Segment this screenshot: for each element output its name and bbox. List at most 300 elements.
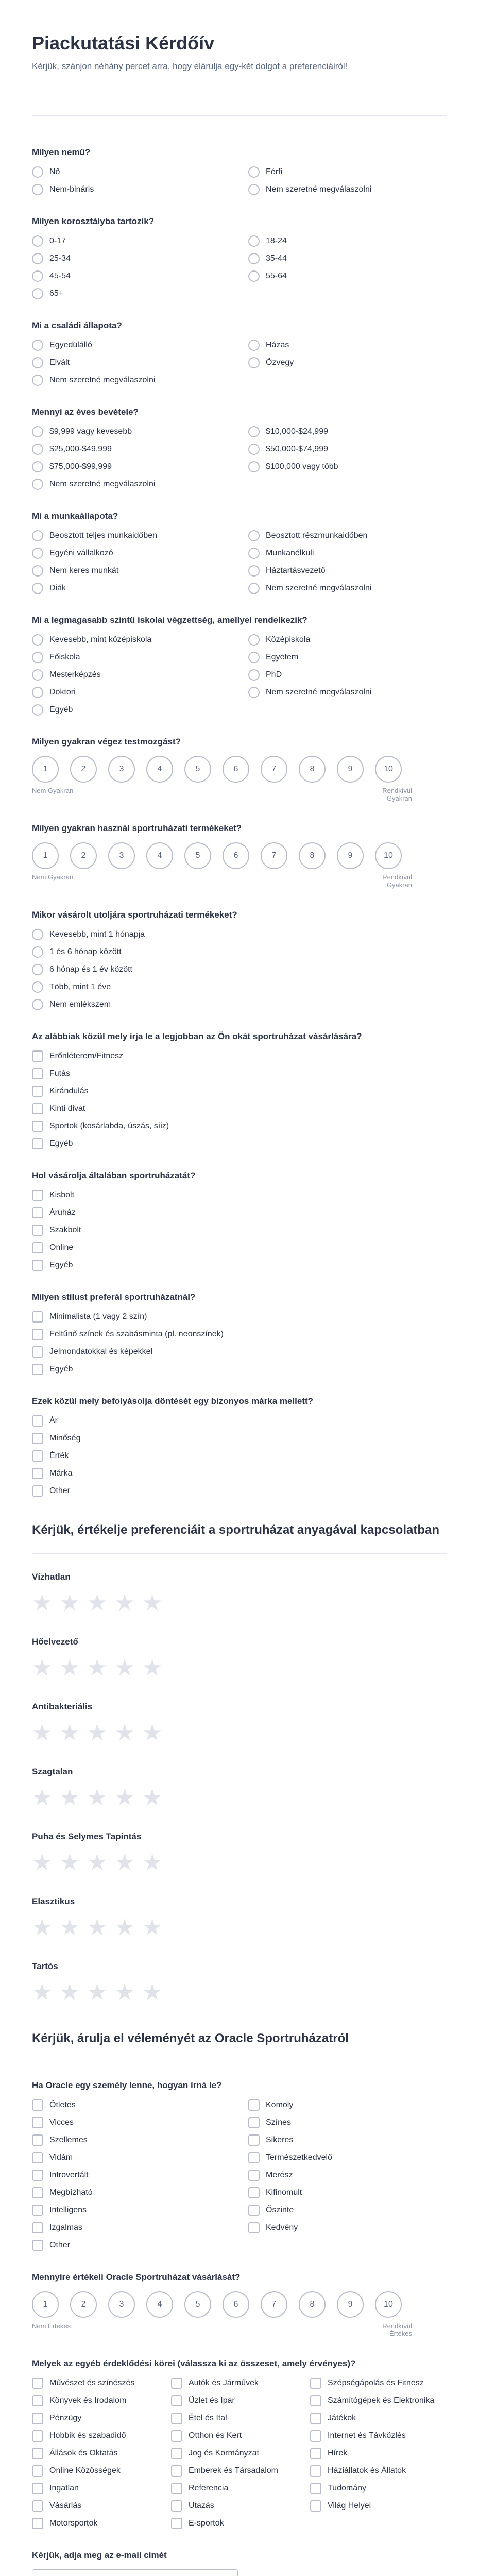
option-item[interactable] xyxy=(32,2222,238,2233)
option-item[interactable] xyxy=(32,704,238,716)
option-item[interactable] xyxy=(32,2395,161,2406)
star-icon[interactable]: ★ xyxy=(59,1590,80,1616)
radio-button[interactable] xyxy=(32,652,43,663)
star-icon[interactable]: ★ xyxy=(114,1915,135,1940)
radio-button[interactable] xyxy=(32,946,43,958)
checkbox[interactable] xyxy=(32,2117,43,2128)
radio-button[interactable] xyxy=(248,583,260,594)
checkbox[interactable] xyxy=(32,1121,43,1132)
star-icon[interactable]: ★ xyxy=(87,1655,108,1681)
option-item[interactable] xyxy=(248,565,454,577)
option-item[interactable] xyxy=(32,687,238,698)
option-item[interactable] xyxy=(248,2134,454,2146)
option-label: Háziállatok és Állatok xyxy=(328,2466,406,2475)
email-field[interactable] xyxy=(32,2569,238,2576)
option-item[interactable] xyxy=(32,357,238,368)
star-icon[interactable]: ★ xyxy=(59,1980,80,2005)
option-item[interactable] xyxy=(310,2430,439,2442)
star-icon[interactable]: ★ xyxy=(59,1785,80,1810)
option-label: Férfi xyxy=(266,167,282,176)
option-item[interactable] xyxy=(32,652,238,663)
option-label: Beosztott teljes munkaidőben xyxy=(49,531,158,540)
radio-button[interactable] xyxy=(248,530,260,541)
star-icon[interactable]: ★ xyxy=(87,1590,108,1616)
checkbox[interactable] xyxy=(32,2170,43,2181)
star-icon[interactable]: ★ xyxy=(87,1785,108,1810)
star-icon[interactable]: ★ xyxy=(142,1655,163,1681)
scale-option[interactable]: 7 xyxy=(261,756,287,783)
option-label: Futás xyxy=(49,1069,71,1078)
scale-option[interactable]: 8 xyxy=(299,842,326,869)
checkbox[interactable] xyxy=(32,1346,43,1358)
option-item[interactable] xyxy=(248,461,454,472)
checkbox[interactable] xyxy=(171,2430,182,2442)
option-item[interactable] xyxy=(248,426,454,437)
option-item[interactable] xyxy=(32,479,238,490)
star-icon[interactable]: ★ xyxy=(114,1785,135,1810)
option-item[interactable] xyxy=(248,235,454,247)
checkbox[interactable] xyxy=(171,2465,182,2477)
option-item[interactable] xyxy=(32,1242,392,1253)
option-item[interactable] xyxy=(310,2465,439,2477)
scale-option[interactable]: 10 xyxy=(375,2291,402,2318)
radio-button[interactable] xyxy=(248,687,260,698)
radio-button[interactable] xyxy=(32,929,43,940)
checkbox[interactable] xyxy=(32,1207,43,1218)
option-item[interactable] xyxy=(248,634,454,646)
radio-button[interactable] xyxy=(32,565,43,577)
option-item[interactable] xyxy=(32,270,238,282)
checkbox[interactable] xyxy=(32,2483,43,2494)
radio-button[interactable] xyxy=(32,444,43,455)
checkbox[interactable] xyxy=(32,1260,43,1271)
option-label: Jog és Kormányzat xyxy=(189,2449,259,2458)
checkbox[interactable] xyxy=(32,1364,43,1375)
checkbox[interactable] xyxy=(32,2500,43,2512)
radio-button[interactable] xyxy=(248,548,260,559)
option-item[interactable] xyxy=(32,461,238,472)
checkbox[interactable] xyxy=(32,2378,43,2389)
scale-option[interactable]: 3 xyxy=(108,842,135,869)
radio-button[interactable] xyxy=(32,357,43,368)
radio-button[interactable] xyxy=(248,426,260,437)
checkbox[interactable] xyxy=(171,2448,182,2459)
star-icon[interactable]: ★ xyxy=(87,1980,108,2005)
checkbox[interactable] xyxy=(32,1086,43,1097)
checkbox[interactable] xyxy=(248,2117,260,2128)
option-item[interactable] xyxy=(32,530,238,541)
radio-button[interactable] xyxy=(248,235,260,247)
option-item[interactable] xyxy=(32,583,238,594)
scale-option[interactable]: 4 xyxy=(146,842,173,869)
radio-button[interactable] xyxy=(32,999,43,1010)
option-item[interactable] xyxy=(248,253,454,264)
star-icon[interactable]: ★ xyxy=(142,1785,163,1810)
star-icon[interactable]: ★ xyxy=(142,1720,163,1745)
checkbox[interactable] xyxy=(171,2395,182,2406)
option-item[interactable] xyxy=(32,565,238,577)
star-icon[interactable]: ★ xyxy=(142,1980,163,2005)
option-item[interactable] xyxy=(171,2378,300,2389)
option-item[interactable] xyxy=(32,288,238,299)
scale-option[interactable]: 5 xyxy=(184,842,211,869)
option-item[interactable] xyxy=(32,2099,238,2111)
scale-option[interactable]: 5 xyxy=(184,756,211,783)
checkbox[interactable] xyxy=(32,1225,43,1236)
radio-button[interactable] xyxy=(248,166,260,178)
checkbox[interactable] xyxy=(310,2395,321,2406)
option-item[interactable] xyxy=(32,669,238,681)
checkbox[interactable] xyxy=(32,1103,43,1114)
radio-button[interactable] xyxy=(248,444,260,455)
radio-button[interactable] xyxy=(32,687,43,698)
option-item[interactable] xyxy=(248,652,454,663)
option-item[interactable] xyxy=(32,1450,392,1462)
star-icon[interactable]: ★ xyxy=(114,1720,135,1745)
option-item[interactable] xyxy=(32,426,238,437)
option-item[interactable] xyxy=(310,2413,439,2424)
checkbox[interactable] xyxy=(32,2187,43,2198)
option-item[interactable] xyxy=(32,1260,392,1271)
question-label: Hol vásárolja általában sportruházatát? xyxy=(32,1171,196,1180)
option-label: Otthon és Kert xyxy=(189,2431,242,2440)
checkbox[interactable] xyxy=(32,1468,43,1479)
star-icon[interactable]: ★ xyxy=(59,1720,80,1745)
option-item[interactable] xyxy=(32,2152,238,2163)
scale-option[interactable]: 9 xyxy=(337,756,364,783)
star-icon[interactable]: ★ xyxy=(32,1980,53,2005)
scale-option[interactable]: 7 xyxy=(261,2291,287,2318)
option-item[interactable] xyxy=(32,2187,238,2198)
option-item[interactable] xyxy=(32,634,238,646)
option-item[interactable] xyxy=(32,981,392,993)
option-item[interactable] xyxy=(248,357,454,368)
option-item[interactable] xyxy=(32,1068,392,1079)
radio-button[interactable] xyxy=(32,583,43,594)
option-item[interactable] xyxy=(32,1121,392,1132)
question-label: Mikor vásárolt utoljára sportruházati termékeket? xyxy=(32,910,237,920)
checkbox[interactable] xyxy=(32,2413,43,2424)
checkbox[interactable] xyxy=(32,2152,43,2163)
option-item[interactable] xyxy=(32,444,238,455)
star-rating xyxy=(32,1591,447,1616)
star-icon[interactable]: ★ xyxy=(32,1590,53,1616)
scale-option[interactable]: 8 xyxy=(299,756,326,783)
option-item[interactable] xyxy=(171,2395,300,2406)
option-label: $9,999 vagy kevesebb xyxy=(49,427,132,436)
option-item[interactable] xyxy=(248,583,454,594)
question-label: Milyen korosztályba tartozik? xyxy=(32,216,155,226)
star-icon[interactable]: ★ xyxy=(87,1850,108,1875)
checkbox[interactable] xyxy=(32,2205,43,2216)
radio-button[interactable] xyxy=(32,340,43,351)
checkbox[interactable] xyxy=(171,2483,182,2494)
checkbox[interactable] xyxy=(310,2483,321,2494)
star-icon[interactable]: ★ xyxy=(59,1850,80,1875)
checkbox[interactable] xyxy=(248,2170,260,2181)
star-icon[interactable]: ★ xyxy=(87,1915,108,1940)
radio-button[interactable] xyxy=(32,235,43,247)
scale-option[interactable]: 1 xyxy=(32,756,59,783)
option-label: Intelligens xyxy=(49,2206,87,2214)
checkbox[interactable] xyxy=(310,2430,321,2442)
scale-option[interactable]: 7 xyxy=(261,842,287,869)
checkbox[interactable] xyxy=(32,2240,43,2251)
option-item[interactable] xyxy=(32,2483,161,2494)
checkbox[interactable] xyxy=(171,2378,182,2389)
checkbox[interactable] xyxy=(32,1485,43,1497)
checkbox[interactable] xyxy=(248,2222,260,2233)
option-item[interactable] xyxy=(32,2378,161,2389)
option-item[interactable] xyxy=(32,1485,392,1497)
checkbox[interactable] xyxy=(171,2500,182,2512)
checkbox[interactable] xyxy=(310,2448,321,2459)
checkbox[interactable] xyxy=(248,2134,260,2146)
checkbox[interactable] xyxy=(32,2448,43,2459)
option-item[interactable] xyxy=(310,2483,439,2494)
checkbox[interactable] xyxy=(310,2500,321,2512)
radio-button[interactable] xyxy=(32,184,43,195)
option-item[interactable] xyxy=(32,2413,161,2424)
option-item[interactable] xyxy=(248,2117,454,2128)
scale-option[interactable]: 6 xyxy=(223,2291,249,2318)
checkbox[interactable] xyxy=(32,2099,43,2111)
radio-button[interactable] xyxy=(32,426,43,437)
radio-button[interactable] xyxy=(248,634,260,646)
radio-button[interactable] xyxy=(248,565,260,577)
option-item[interactable] xyxy=(32,1346,392,1358)
option-item[interactable] xyxy=(32,375,238,386)
scale-option[interactable]: 3 xyxy=(108,2291,135,2318)
radio-button[interactable] xyxy=(32,981,43,993)
star-icon[interactable]: ★ xyxy=(142,1915,163,1940)
star-icon[interactable]: ★ xyxy=(114,1980,135,2005)
option-item[interactable] xyxy=(32,2117,238,2128)
option-item[interactable] xyxy=(32,166,238,178)
option-item[interactable] xyxy=(248,2205,454,2216)
scale-option[interactable]: 8 xyxy=(299,2291,326,2318)
star-icon[interactable]: ★ xyxy=(32,1785,53,1810)
option-item[interactable] xyxy=(32,2430,161,2442)
scale-option[interactable]: 9 xyxy=(337,842,364,869)
checkbox[interactable] xyxy=(32,2222,43,2233)
scale-option[interactable]: 4 xyxy=(146,2291,173,2318)
checkbox[interactable] xyxy=(248,2187,260,2198)
option-item[interactable] xyxy=(32,2518,161,2529)
option-item[interactable] xyxy=(32,964,392,975)
radio-button[interactable] xyxy=(248,669,260,681)
option-item[interactable] xyxy=(248,184,454,195)
scale-option[interactable]: 9 xyxy=(337,2291,364,2318)
scale-option[interactable]: 2 xyxy=(70,842,97,869)
star-icon[interactable]: ★ xyxy=(59,1915,80,1940)
checkbox[interactable] xyxy=(32,2465,43,2477)
checkbox[interactable] xyxy=(32,1415,43,1427)
option-item[interactable] xyxy=(248,687,454,698)
option-item[interactable] xyxy=(171,2518,300,2529)
option-item[interactable] xyxy=(32,929,392,940)
options-grid xyxy=(32,530,447,594)
radio-button[interactable] xyxy=(32,964,43,975)
option-item[interactable] xyxy=(248,2187,454,2198)
radio-button[interactable] xyxy=(32,375,43,386)
star-icon[interactable]: ★ xyxy=(32,1655,53,1681)
option-item[interactable] xyxy=(32,1138,392,1149)
option-item[interactable] xyxy=(32,1225,392,1236)
option-item[interactable] xyxy=(171,2430,300,2442)
option-label: Nem szeretné megválaszolni xyxy=(266,185,372,194)
radio-button[interactable] xyxy=(32,288,43,299)
checkbox[interactable] xyxy=(171,2518,182,2529)
checkbox[interactable] xyxy=(248,2099,260,2111)
checkbox[interactable] xyxy=(32,1311,43,1323)
option-item[interactable] xyxy=(248,2170,454,2181)
scale-option[interactable]: 1 xyxy=(32,842,59,869)
option-item[interactable] xyxy=(32,253,238,264)
radio-button[interactable] xyxy=(248,652,260,663)
options-grid xyxy=(32,634,447,716)
option-item[interactable] xyxy=(248,2152,454,2163)
option-item[interactable] xyxy=(248,530,454,541)
checkbox[interactable] xyxy=(32,1242,43,1253)
option-item[interactable] xyxy=(32,2465,161,2477)
option-item[interactable] xyxy=(32,1468,392,1479)
star-icon[interactable]: ★ xyxy=(114,1590,135,1616)
radio-button[interactable] xyxy=(248,270,260,282)
radio-button[interactable] xyxy=(32,704,43,716)
option-item[interactable] xyxy=(32,946,392,958)
star-icon[interactable]: ★ xyxy=(32,1850,53,1875)
scale-option[interactable]: 4 xyxy=(146,756,173,783)
checkbox[interactable] xyxy=(32,2134,43,2146)
checkbox[interactable] xyxy=(310,2378,321,2389)
star-icon[interactable]: ★ xyxy=(114,1850,135,1875)
scale-option[interactable]: 6 xyxy=(223,842,249,869)
checkbox[interactable] xyxy=(32,1190,43,1201)
option-item[interactable] xyxy=(248,444,454,455)
checkbox[interactable] xyxy=(248,2152,260,2163)
question-label: Antibakteriális xyxy=(32,1702,93,1711)
option-item[interactable] xyxy=(310,2500,439,2512)
checkbox[interactable] xyxy=(32,1329,43,1340)
option-item[interactable] xyxy=(171,2413,300,2424)
star-icon[interactable]: ★ xyxy=(59,1655,80,1681)
option-item[interactable] xyxy=(32,1329,392,1340)
option-item[interactable] xyxy=(32,1190,392,1201)
radio-button[interactable] xyxy=(32,461,43,472)
star-icon[interactable]: ★ xyxy=(142,1850,163,1875)
option-item[interactable] xyxy=(248,669,454,681)
option-item[interactable] xyxy=(32,235,238,247)
option-item[interactable] xyxy=(32,1050,392,1062)
option-item[interactable] xyxy=(248,548,454,559)
option-item[interactable] xyxy=(32,184,238,195)
scale-option[interactable]: 1 xyxy=(32,2291,59,2318)
radio-button[interactable] xyxy=(248,461,260,472)
checkbox[interactable] xyxy=(32,1068,43,1079)
exercise-scale-question xyxy=(32,736,447,802)
checkbox[interactable] xyxy=(32,2395,43,2406)
checkbox[interactable] xyxy=(32,2430,43,2442)
option-item[interactable] xyxy=(171,2500,300,2512)
radio-button[interactable] xyxy=(32,166,43,178)
scale-option[interactable]: 5 xyxy=(184,2291,211,2318)
radio-button[interactable] xyxy=(248,340,260,351)
checkbox[interactable] xyxy=(310,2413,321,2424)
checkbox[interactable] xyxy=(32,1138,43,1149)
option-item[interactable] xyxy=(32,2170,238,2181)
option-item[interactable] xyxy=(248,270,454,282)
scale-option[interactable]: 2 xyxy=(70,756,97,783)
checkbox[interactable] xyxy=(310,2465,321,2477)
option-item[interactable] xyxy=(32,340,238,351)
radio-button[interactable] xyxy=(32,270,43,282)
scale-option[interactable]: 10 xyxy=(375,842,402,869)
option-item[interactable] xyxy=(32,2448,161,2459)
checkbox[interactable] xyxy=(171,2413,182,2424)
scale-option[interactable]: 10 xyxy=(375,756,402,783)
option-item[interactable] xyxy=(248,340,454,351)
option-item[interactable] xyxy=(32,1311,392,1323)
option-item[interactable] xyxy=(32,1415,392,1427)
option-item[interactable] xyxy=(171,2483,300,2494)
radio-button[interactable] xyxy=(32,548,43,559)
option-item[interactable] xyxy=(32,999,392,1010)
option-item[interactable] xyxy=(32,2240,238,2251)
option-item[interactable] xyxy=(248,2099,454,2111)
star-icon[interactable]: ★ xyxy=(87,1720,108,1745)
radio-button[interactable] xyxy=(32,530,43,541)
checkbox[interactable] xyxy=(248,2205,260,2216)
checkbox[interactable] xyxy=(32,1450,43,1462)
radio-button[interactable] xyxy=(32,634,43,646)
option-item[interactable] xyxy=(32,1433,392,1444)
star-icon[interactable]: ★ xyxy=(114,1655,135,1681)
option-item[interactable] xyxy=(32,548,238,559)
scale-option[interactable]: 3 xyxy=(108,756,135,783)
radio-button[interactable] xyxy=(248,253,260,264)
option-item[interactable] xyxy=(32,2205,238,2216)
star-icon[interactable]: ★ xyxy=(142,1590,163,1616)
scale-option[interactable]: 2 xyxy=(70,2291,97,2318)
option-item[interactable] xyxy=(248,2222,454,2233)
option-item[interactable] xyxy=(171,2465,300,2477)
option-item[interactable] xyxy=(171,2448,300,2459)
radio-button[interactable] xyxy=(248,357,260,368)
checkbox[interactable] xyxy=(32,1433,43,1444)
radio-button[interactable] xyxy=(32,669,43,681)
option-item[interactable] xyxy=(248,166,454,178)
option-item[interactable] xyxy=(310,2378,439,2389)
option-item[interactable] xyxy=(310,2448,439,2459)
star-icon[interactable]: ★ xyxy=(32,1720,53,1745)
radio-button[interactable] xyxy=(248,184,260,195)
radio-button[interactable] xyxy=(32,253,43,264)
option-item[interactable] xyxy=(32,2500,161,2512)
checkbox[interactable] xyxy=(32,2518,43,2529)
question-label: Mi a legmagasabb szintű iskolai végzettség, amellyel rendelkezik? xyxy=(32,615,307,625)
option-item[interactable] xyxy=(32,1103,392,1114)
scale-option[interactable]: 6 xyxy=(223,756,249,783)
option-item[interactable] xyxy=(32,1364,392,1375)
option-item[interactable] xyxy=(310,2395,439,2406)
option-item[interactable] xyxy=(32,1207,392,1218)
star-icon[interactable]: ★ xyxy=(32,1915,53,1940)
checkbox[interactable] xyxy=(32,1050,43,1062)
radio-button[interactable] xyxy=(32,479,43,490)
option-item[interactable] xyxy=(32,2134,238,2146)
option-item[interactable] xyxy=(32,1086,392,1097)
